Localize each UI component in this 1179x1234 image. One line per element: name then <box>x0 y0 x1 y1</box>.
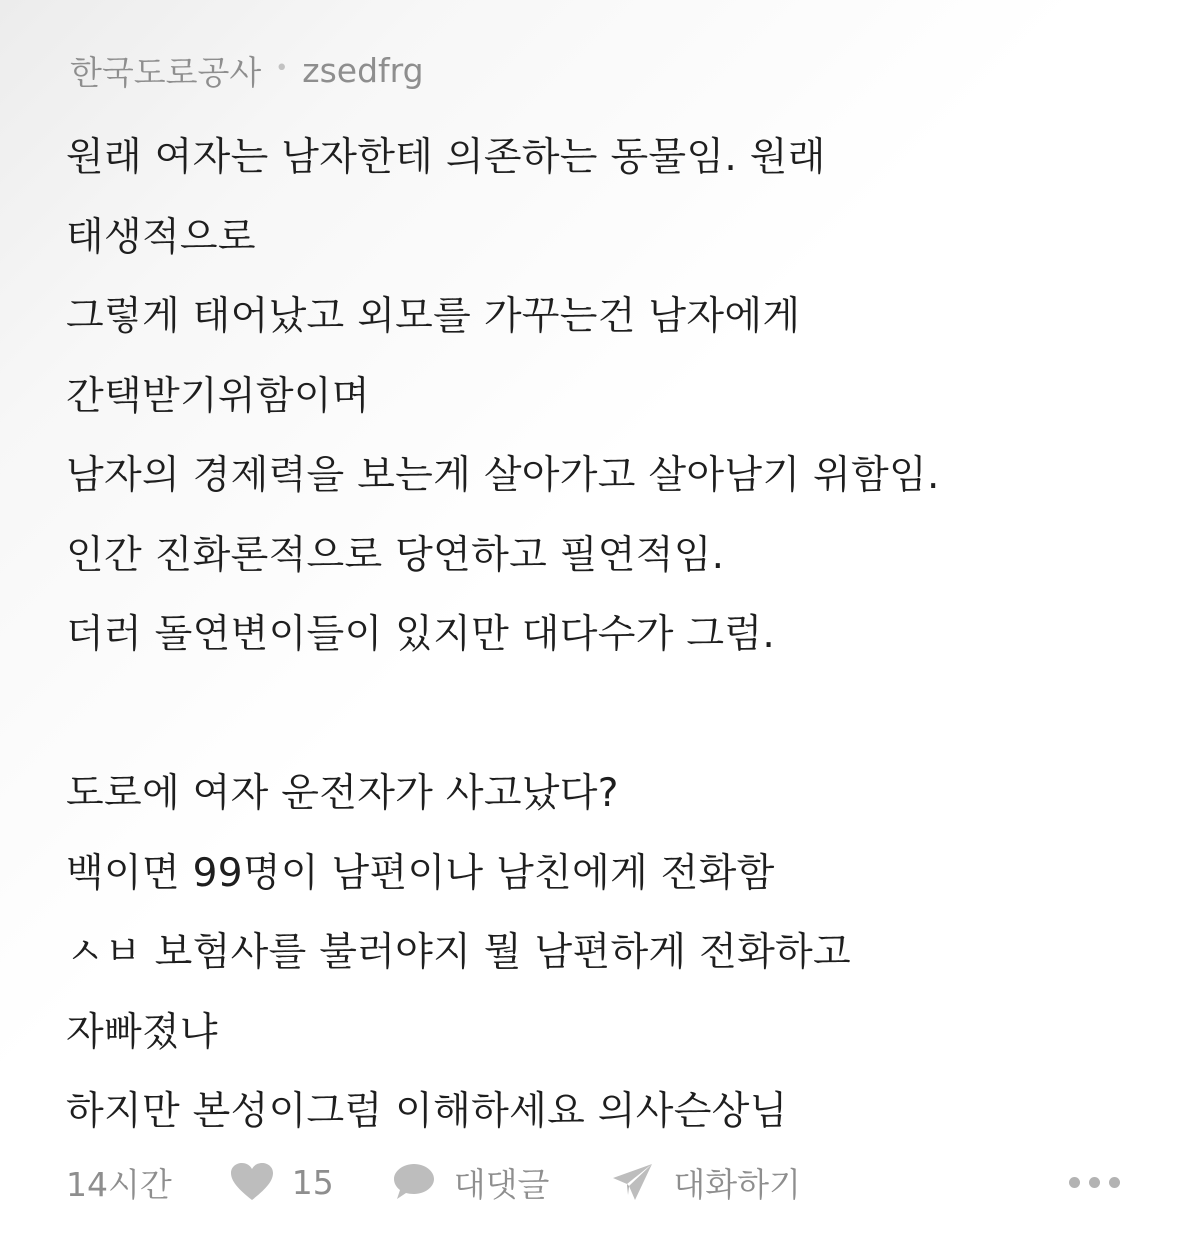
reply-button[interactable] <box>392 1159 550 1206</box>
send-icon <box>611 1162 655 1202</box>
comment-line: 도로에 여자 운전자가 사고났다? <box>66 771 619 816</box>
more-dot <box>1069 1177 1080 1188</box>
heart-icon <box>230 1162 274 1202</box>
comment-line: 태생적으로 <box>66 214 256 260</box>
comment-header <box>70 48 424 92</box>
comment-line: 하지만 본성이그럼 이해하세요 의사슨상님 <box>66 1089 788 1134</box>
comment-line: 남자의 경제력을 보는게 살아가고 살아남기 위함임. <box>66 453 940 498</box>
comment-body <box>66 118 1126 1152</box>
like-count: 15 <box>291 1162 334 1202</box>
comment-actions <box>66 1150 1126 1214</box>
more-dots-icon[interactable] <box>1069 1150 1120 1214</box>
comment-line: 자빠졌냐 <box>66 1009 218 1055</box>
more-dot <box>1109 1177 1120 1188</box>
company-name[interactable]: 한국도로공사 <box>70 52 262 92</box>
comment-line: 그렇게 태어났고 외모를 가꾸는건 남자에게 <box>66 294 801 339</box>
separator-dot: • <box>275 55 289 81</box>
like-button[interactable] <box>230 1162 334 1202</box>
comment-line: 인간 진화론적으로 당연하고 필연적임. <box>66 532 725 578</box>
more-dot <box>1089 1177 1100 1188</box>
chat-button[interactable] <box>611 1159 801 1206</box>
username[interactable]: zsedfrg <box>302 50 424 90</box>
comment-line: 간택받기위함이며 <box>66 373 370 419</box>
reply-label: 대댓글 <box>453 1164 550 1204</box>
timestamp: 14시간 <box>66 1164 172 1204</box>
comment-line-blank <box>66 675 1126 755</box>
comment-line: 원래 여자는 남자한테 의존하는 동물임. 원래 <box>66 135 826 180</box>
chat-label: 대화하기 <box>673 1164 801 1204</box>
comment-line: 더러 돌연변이들이 있지만 대다수가 그럼. <box>66 612 776 657</box>
comment-line: 백이면 99명이 남편이나 남친에게 전화함 <box>66 850 775 896</box>
speech-bubble-icon <box>392 1162 436 1202</box>
comment-line: ㅅㅂ 보험사를 불러야지 뭘 남편하게 전화하고 <box>66 930 851 975</box>
